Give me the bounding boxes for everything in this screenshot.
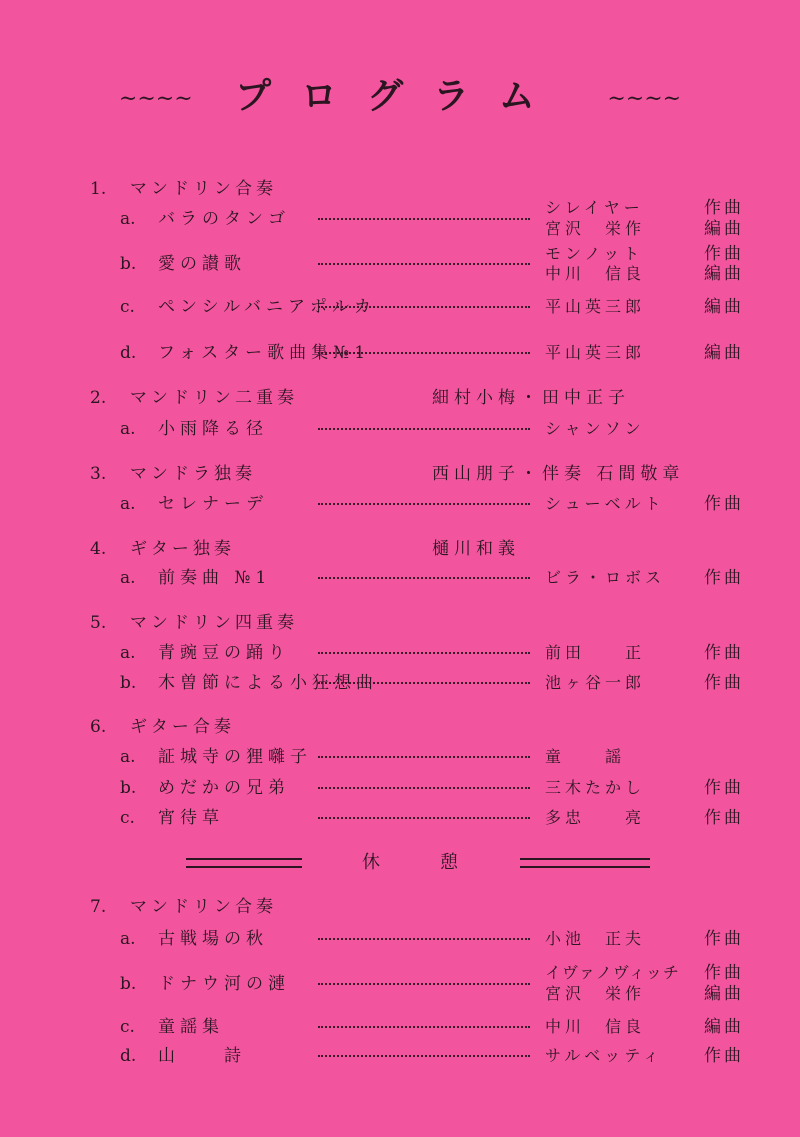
leader-dots (318, 1026, 530, 1028)
credit-role: 作曲 (704, 778, 744, 798)
page-title (0, 68, 800, 119)
credit-role: 作曲 (704, 568, 744, 588)
credit-name: 前田 正 (545, 643, 646, 662)
item-letter: a. (120, 568, 136, 588)
item-letter: b. (120, 254, 137, 274)
item-title: 証城寺の狸囃子 (158, 747, 312, 767)
section-title: マンドリン合奏 (130, 179, 277, 199)
section-number: 7. (90, 897, 107, 917)
credit-name: 多忠 亮 (545, 808, 646, 827)
intermission-rule-left (186, 858, 302, 868)
item-title: 古戦場の秋 (158, 929, 268, 949)
credit-name: 中川 信良 (545, 264, 646, 283)
section-title: ギター独奏 (130, 539, 235, 559)
section-heading (0, 612, 800, 634)
credit-role: 編曲 (704, 297, 744, 317)
section-number: 4. (90, 539, 107, 559)
leader-dots (318, 756, 530, 758)
credit-role: 作曲 (704, 673, 744, 693)
program-item (0, 418, 800, 440)
title-ornament-left: ~~~~ (118, 86, 193, 112)
section-heading (0, 716, 800, 738)
section-heading (0, 896, 800, 918)
title-text: プログラム (235, 75, 565, 117)
performers: 西山朋子・伴奏 石間敬章 (432, 464, 685, 484)
item-title: 山 詩 (158, 1046, 246, 1066)
credit-role: 作曲 (704, 244, 744, 264)
program-item (0, 807, 800, 829)
leader-dots (318, 652, 530, 654)
credit-name: シューベルト (545, 494, 665, 513)
item-letter: b. (120, 673, 137, 693)
credit-line (0, 263, 800, 285)
leader-dots (318, 817, 530, 819)
title-ornament-right: ~~~~ (607, 86, 682, 112)
item-letter: a. (120, 208, 136, 229)
program-item (0, 567, 800, 589)
section-heading (0, 463, 800, 485)
item-title: ペンシルバニアポルカ (158, 297, 376, 317)
credit-line (0, 962, 800, 984)
item-letter: c. (120, 808, 135, 828)
credit-name: 三木たかし (545, 778, 646, 797)
credit-name: 宮沢 栄作 (545, 219, 646, 238)
item-letter: c. (120, 1017, 135, 1037)
section-heading (0, 387, 800, 409)
credit-role: 編曲 (704, 264, 744, 284)
item-letter: d. (120, 1046, 137, 1066)
item-letter: a. (120, 419, 136, 439)
credit-name: 童 謡 (545, 747, 626, 766)
credit-name: 池ヶ谷一郎 (545, 673, 646, 692)
intermission-label: 休憩 (362, 852, 518, 873)
leader-dots (318, 306, 530, 308)
performers: 樋川和義 (432, 539, 520, 559)
item-letter: a. (120, 494, 136, 514)
credit-line (0, 983, 800, 1005)
program-item (0, 1045, 800, 1067)
credit-name: 中川 信良 (545, 1017, 646, 1036)
program-item (0, 672, 800, 694)
program-item (0, 296, 800, 318)
leader-dots (318, 1055, 530, 1057)
item-title: 愛の讃歌 (158, 254, 246, 274)
leader-dots (318, 577, 530, 579)
item-title: 宵待草 (158, 808, 224, 828)
item-letter: a. (120, 929, 136, 949)
item-letter: b. (120, 778, 137, 798)
item-letter: c. (120, 297, 135, 317)
item-title: 小雨降る径 (158, 419, 268, 439)
credit-name: 平山英三郎 (545, 343, 646, 362)
credit-name: ビラ・ロボス (545, 568, 666, 587)
credit-role: 作曲 (704, 1046, 744, 1066)
leader-dots (318, 938, 530, 940)
program-item (0, 493, 800, 515)
section-title: マンドリン合奏 (130, 897, 277, 917)
program-item (0, 1016, 800, 1038)
credit-name: シレイヤー (545, 198, 644, 217)
credit-role: 作曲 (704, 494, 744, 514)
credit-name: 平山英三郎 (545, 297, 646, 316)
section-number: 6. (90, 717, 107, 737)
section-number: 2. (90, 388, 107, 408)
item-title: フォスター歌曲集№1 (158, 343, 371, 363)
leader-dots (318, 428, 530, 430)
credit-role: 編曲 (704, 1017, 744, 1037)
credit-name: 宮沢 栄作 (545, 984, 646, 1003)
item-title: めだかの兄弟 (158, 778, 290, 798)
credit-line (0, 197, 800, 219)
credit-role: 編曲 (704, 984, 744, 1004)
program-item (0, 642, 800, 664)
leader-dots (318, 352, 530, 354)
program-item (0, 342, 800, 364)
item-title: 童謡集 (158, 1017, 224, 1037)
intermission-rule-right (520, 858, 650, 868)
item-title: 前奏曲 №1 (158, 568, 272, 588)
section-number: 3. (90, 464, 107, 484)
credit-role: 編曲 (704, 343, 744, 363)
credit-role: 作曲 (704, 963, 744, 983)
credit-role: 作曲 (704, 198, 744, 218)
credit-role: 作曲 (704, 929, 744, 949)
credit-name: モンノット (545, 244, 644, 263)
item-letter: b. (120, 973, 137, 994)
item-letter: a. (120, 747, 136, 767)
credit-name: 小池 正夫 (545, 929, 646, 948)
credit-name: シャンソン (545, 419, 645, 438)
item-title: バラのタンゴ (158, 208, 290, 229)
credit-role: 作曲 (704, 643, 744, 663)
item-title: セレナーデ (158, 494, 268, 514)
section-title: マンドリン四重奏 (130, 613, 298, 633)
credit-name: サルベッティ (545, 1046, 663, 1065)
section-title: マンドラ独奏 (130, 464, 256, 484)
section-title: ギター合奏 (130, 717, 235, 737)
section-heading (0, 538, 800, 560)
item-letter: a. (120, 643, 136, 663)
item-title: 青豌豆の踊り (158, 643, 290, 663)
section-number: 1. (90, 179, 107, 199)
credit-name: イヴァノヴィッチ (545, 963, 680, 982)
performers: 細村小梅・田中正子 (432, 388, 630, 408)
section-title: マンドリン二重奏 (130, 388, 298, 408)
item-title: 木曽節による小狂想曲 (158, 673, 378, 693)
leader-dots (318, 787, 530, 789)
item-title: ドナウ河の漣 (158, 973, 290, 994)
leader-dots (318, 503, 530, 505)
credit-line (0, 243, 800, 265)
credit-role: 作曲 (704, 808, 744, 828)
program-item (0, 928, 800, 950)
section-number: 5. (90, 613, 107, 633)
item-letter: d. (120, 343, 137, 363)
leader-dots (318, 682, 530, 684)
credit-role: 編曲 (704, 219, 744, 239)
credit-line (0, 218, 800, 240)
program-item (0, 777, 800, 799)
program-item (0, 746, 800, 768)
